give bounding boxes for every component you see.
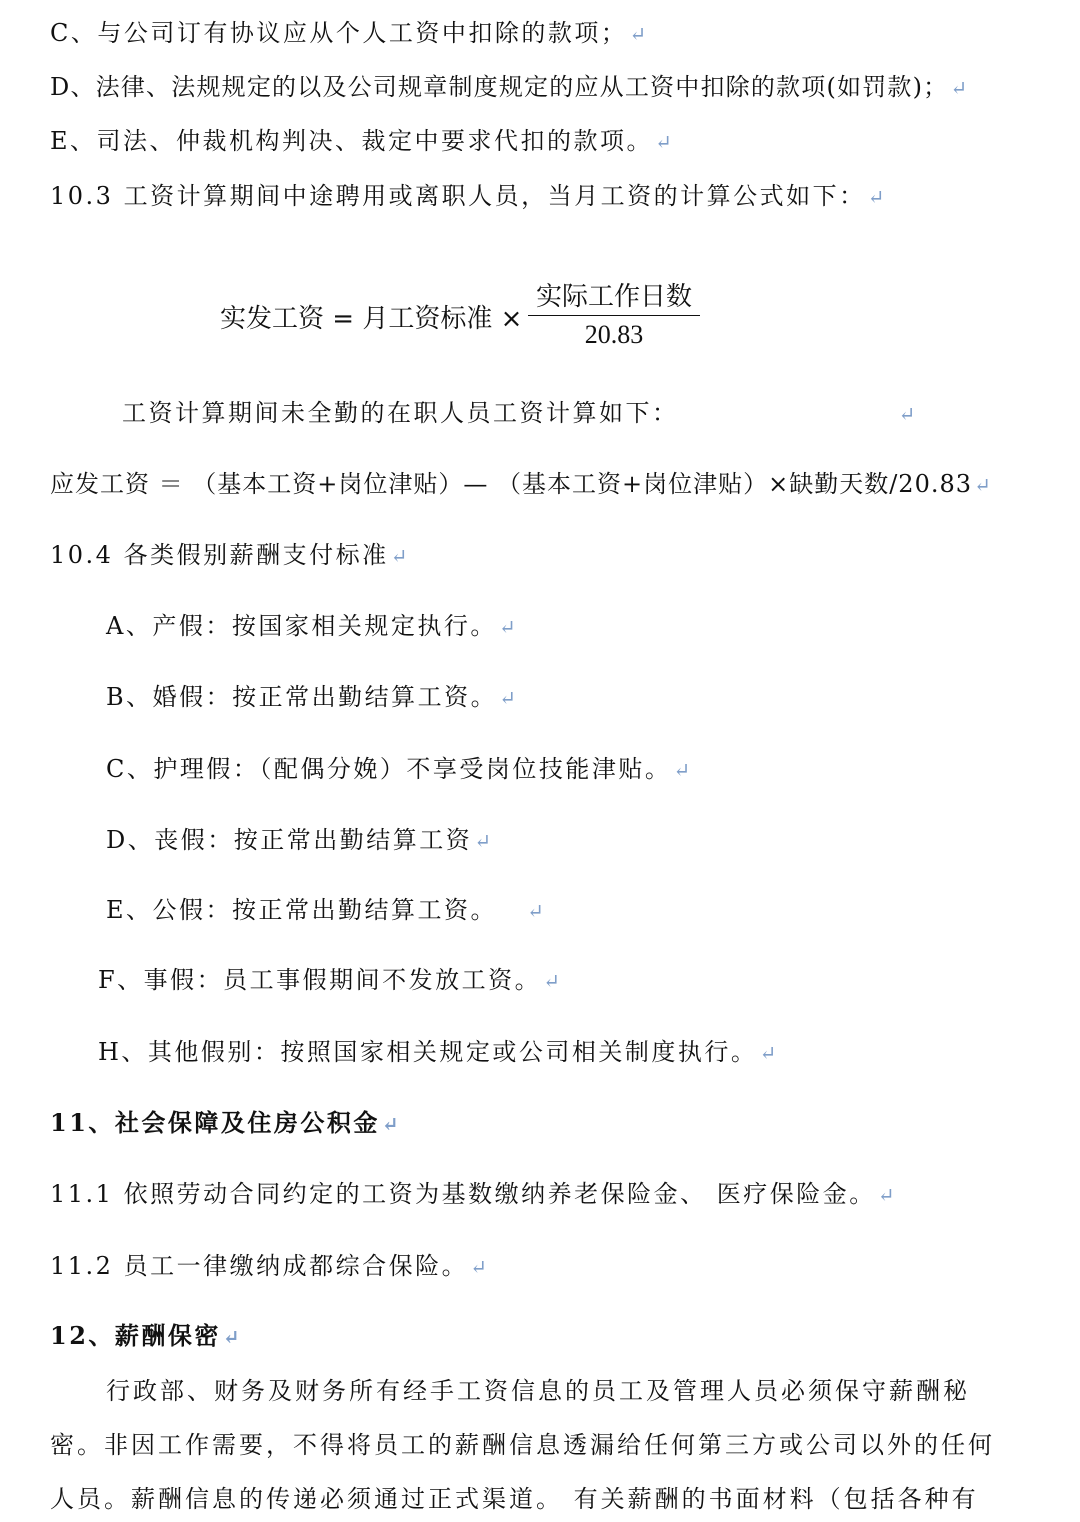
return-mark-icon: ↵ [974,473,991,497]
section-11-heading-text: 11、社会保障及住房公积金 [50,1108,380,1137]
section-10-4 [50,540,407,571]
return-mark-icon: ↵ [877,1183,895,1207]
section-10-4-text: 10.4 各类假别薪酬支付标准 [50,541,389,569]
leave-item-b-text: B、婚假：按正常出勤结算工资。 [106,683,498,711]
return-mark-icon: ↵ [898,402,916,426]
section-12-heading [50,1321,240,1352]
leave-item-h-text: H、其他假别：按照国家相关规定或公司相关制度执行。 [98,1038,758,1066]
return-mark-icon: ↵ [950,76,968,100]
section-10-3-text: 10.3 工资计算期间中途聘用或离职人员，当月工资的计算公式如下： [50,182,866,210]
return-mark-icon: ↵ [498,615,516,639]
leave-item-d-text: D、丧假：按正常出勤结算工资 [106,826,473,854]
section-11-2-text: 11.2 员工一律缴纳成都综合保险。 [50,1252,469,1280]
formula-numerator: 实际工作日数 [528,276,700,316]
section-12-paragraph-line-1 [106,1376,970,1406]
return-mark-icon: ↵ [390,544,408,568]
deduction-item-d [50,72,967,103]
deduction-item-e-text: E、司法、仲裁机构判决、裁定中要求代扣的款项。 [50,127,654,155]
formula-fraction [528,276,700,350]
return-mark-icon: ↵ [655,130,672,154]
section-10-3 [50,181,884,212]
deduction-item-c [50,18,646,49]
return-mark-icon: ↵ [629,22,647,46]
formula-denominator: 20.83 [584,320,644,349]
section-12-heading-text: 12、薪酬保密 [50,1321,221,1350]
deduction-item-c-text: C、与公司订有协议应从个人工资中扣除的款项； [50,19,628,47]
return-mark-icon: ↵ [474,829,492,853]
leave-item-b [106,682,516,713]
return-mark-icon: ↵ [470,1255,487,1279]
paragraph-line-3-text: 人员。薪酬信息的传递必须通过正式渠道。 有关薪酬的书面材料（包括各种有 [50,1485,979,1513]
leave-item-a [106,611,516,642]
leave-item-d [106,825,491,856]
leave-item-h [98,1037,776,1068]
return-mark-icon: ↵ [759,1041,777,1065]
leave-item-f-text: F、事假：员工事假期间不发放工资。 [98,966,542,994]
return-mark-icon: ↵ [499,686,516,710]
paragraph-line-1-text: 行政部、财务及财务所有经手工资信息的员工及管理人员必须保守薪酬秘 [106,1377,970,1405]
formula-lhs: 实发工资 = 月工资标准 × [220,304,523,334]
deduction-item-e [50,126,672,157]
paragraph-line-2-text: 密。非因工作需要，不得将员工的薪酬信息透漏给任何第三方或公司以外的任何 [50,1431,995,1459]
section-11-1-text: 11.1 依照劳动合同约定的工资为基数缴纳养老保险金、 医疗保险金。 [50,1180,876,1208]
leave-item-c-text: C、护理假：（配偶分娩）不享受岗位技能津贴。 [106,755,672,783]
return-mark-icon: ↵ [543,969,560,993]
absence-calc-intro-text: 工资计算期间未全勤的在职人员工资计算如下： [122,399,679,427]
absence-formula-text: 应发工资 ＝ （基本工资+岗位津贴）— （基本工资+岗位津贴）×缺勤天数/20.83 [50,470,973,498]
absence-formula [50,469,991,500]
absence-calc-intro [122,398,915,429]
return-mark-icon: ↵ [222,1325,240,1349]
section-11-heading [50,1108,399,1139]
return-mark-icon: ↵ [867,185,885,209]
leave-item-a-text: A、产假：按国家相关规定执行。 [106,612,497,640]
section-12-paragraph-line-3 [50,1484,979,1514]
return-mark-icon: ↵ [381,1112,399,1136]
deduction-item-d-text: D、法律、法规规定的以及公司规章制度规定的应从工资中扣除的款项(如罚款)； [50,73,949,101]
section-11-2 [50,1251,487,1282]
leave-item-e-text: E、公假：按正常出勤结算工资。 [106,896,498,924]
section-11-1 [50,1179,894,1210]
leave-item-c [106,754,690,785]
return-mark-icon: ↵ [673,758,691,782]
section-12-paragraph-line-2 [50,1430,995,1460]
return-mark-icon: ↵ [527,899,544,923]
leave-item-f [98,965,560,996]
leave-item-e [106,895,544,926]
